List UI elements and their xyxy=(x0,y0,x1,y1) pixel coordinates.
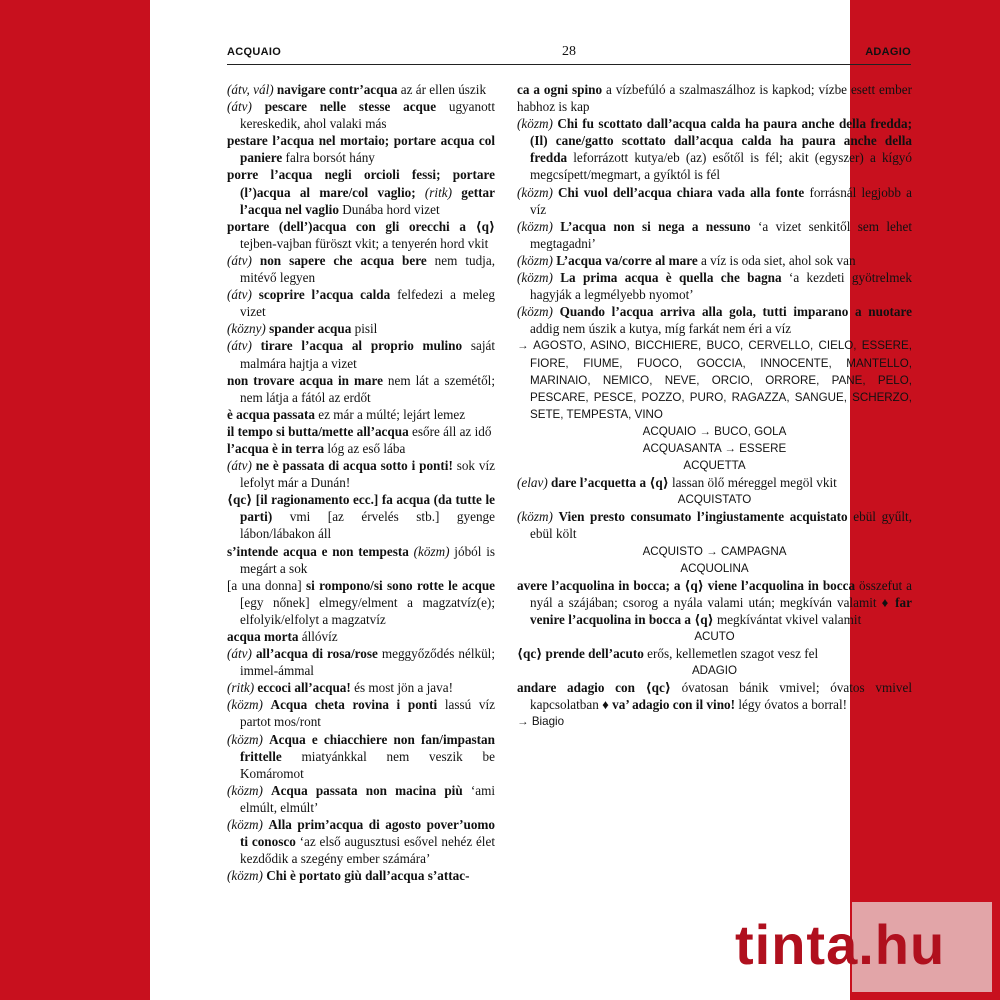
acuto-entry: ⟨qc⟩ prende dell’acuto erős, kellemetlen szagot vesz fel xyxy=(517,646,819,662)
dictionary-entry xyxy=(227,372,495,406)
dictionary-entry xyxy=(227,696,495,730)
dictionary-entry xyxy=(227,867,495,884)
phrase: ca a ogni spino xyxy=(517,82,603,97)
dictionary-entry xyxy=(517,252,912,269)
phrase: La prima acqua è quella che bagna xyxy=(560,270,782,286)
phrase: Acqua cheta rovina i ponti xyxy=(270,697,438,713)
entry-text: ‘az első augusztusi esővel nehéz élet kezdődik a szegény ember számára’ xyxy=(240,834,495,867)
phrase: Quando l’acqua arriva alla gola, tutti imparano a nuotare xyxy=(559,304,912,320)
entry-text: ‘a kezdeti gyötrelmek hagyják a legmélyebb nyomot’ xyxy=(530,270,912,303)
usage-label: (közm) xyxy=(227,782,263,798)
dictionary-entry xyxy=(227,132,495,166)
dictionary-entry xyxy=(517,303,912,337)
dictionary-page xyxy=(150,0,913,1000)
acquaio-reference: ACQUAIO → BUCO, GOLA xyxy=(642,424,787,438)
entry-text: ez már a múlté; lejárt lemez xyxy=(314,406,466,422)
phrase: acqua morta xyxy=(227,629,299,644)
dictionary-entry xyxy=(227,423,495,440)
usage-label: (átv) xyxy=(227,99,252,115)
usage-label: (közm) xyxy=(517,304,553,320)
entry-text: és most jön a java! xyxy=(350,680,453,696)
phrase: Acqua e chiacchiere non fan/impastan frittelle xyxy=(240,731,495,764)
phrase: pestare l’acqua nel mortaio; portare acqua col paniere xyxy=(227,133,495,166)
entry-text: felfedezi a meleg vizet xyxy=(240,287,496,320)
usage-label: (közm) xyxy=(517,252,553,268)
entry-text: Dunába hord vizet xyxy=(338,201,440,217)
dictionary-entry xyxy=(227,457,495,491)
right-entries xyxy=(517,81,912,337)
dictionary-entry xyxy=(227,577,495,628)
adagio-entry: andare adagio con ⟨qc⟩ óvatosan bánik vmivel; óvatos vmivel kapcsolatban ♦ va’ adagio con il vino! légy óvatos a borral! xyxy=(517,680,912,713)
entry-text: sok víz lefolyt már a Dunán! xyxy=(240,458,496,491)
entry-pre: [a una donna] xyxy=(227,577,306,593)
right-guideword: ADAGIO xyxy=(865,46,911,58)
phrase: s’intende acqua e non tempesta xyxy=(227,543,409,559)
phrase: Acqua passata non macina più xyxy=(271,782,463,798)
entry-text: a vízbefúló a szalmaszálhoz is kapkod; vízbe esett ember habhoz is kap xyxy=(517,82,912,115)
dictionary-entry xyxy=(227,81,495,98)
entry-text: addig nem úszik a kutya, míg farkát nem éri a víz xyxy=(530,321,792,337)
phrase: Chi è portato giù dall’acqua s’attac- xyxy=(266,868,470,884)
dictionary-entry xyxy=(227,491,495,542)
dictionary-entry xyxy=(517,184,912,218)
entry-text: falra borsót hány xyxy=(282,150,375,166)
dictionary-entry xyxy=(227,166,495,217)
usage-label: (közm) xyxy=(517,270,553,286)
entry-text: saját malmára hajtja a vizet xyxy=(240,338,496,371)
dictionary-entry xyxy=(517,218,912,252)
phrase: portare (dell’)acqua con gli orecchi a ⟨q⟩ xyxy=(227,218,495,234)
dictionary-entry xyxy=(227,628,495,645)
phrase: porre l’acqua negli orcioli fessi; portare (l’)acqua al mare/col vaglio; xyxy=(227,167,495,200)
entry-label2: (közm) xyxy=(408,543,450,559)
phrase: ne è passata di acqua sotto i ponti! xyxy=(255,458,453,474)
usage-label: (közm) xyxy=(227,731,263,747)
entry-label2: (ritk) xyxy=(415,184,452,200)
phrase: ⟨qc⟩ [il ragionamento ecc.] fa acqua (da tutte le parti) xyxy=(227,492,495,525)
running-header xyxy=(227,44,911,65)
dictionary-entry xyxy=(227,782,495,816)
dictionary-entry xyxy=(227,543,495,577)
phrase: l’acqua è in terra xyxy=(227,440,325,456)
phrase: Chi vuol dell’acqua chiara vada alla fonte xyxy=(558,184,805,200)
dictionary-entry xyxy=(227,679,495,696)
phrase: navigare contr’acqua xyxy=(276,82,398,97)
entry-text: az ár ellen úszik xyxy=(397,82,487,97)
dictionary-entry xyxy=(227,320,495,337)
dictionary-entry xyxy=(227,816,495,867)
dictionary-entry xyxy=(227,98,495,132)
entry-text: forrásnál legjobb a víz xyxy=(530,184,912,217)
dictionary-entry xyxy=(517,81,912,115)
phrase: eccoci all’acqua! xyxy=(257,680,351,696)
entry-text: miatyánkkal nem veszik be Komáromot xyxy=(240,748,495,781)
entry-text: meggyőződés nélkül; immel-ámmal xyxy=(240,646,496,679)
acqua-cross-reference: → AGOSTO, ASINO, BICCHIERE, BUCO, CERVELLO, CIELO, ESSERE, FIORE, FIUME, FUOCO, GOCCIA, INNOCENTE, MANTELLO, MARINAIO, NEMICO, NEVE, ORCIO, ORRORE, PANE, PELO, PESCARE, PESCE, POZZO, PURO, RAGAZZA, SANGUE, SCHERZO, SETE, TEMPESTA, VINO xyxy=(517,339,912,421)
dictionary-entry xyxy=(227,731,495,782)
entry-text: ugyanott kereskedik, ahol valaki más xyxy=(240,99,495,132)
entry-text: a víz is oda siet, ahol sok van xyxy=(697,252,856,268)
entry-text: lassú víz partot mos/ront xyxy=(240,697,495,730)
dictionary-entry xyxy=(517,115,912,183)
usage-label: (közm) xyxy=(517,116,553,132)
entry-text: vmi [az érvelés stb.] gyenge lábon/lábakon áll xyxy=(240,509,495,542)
phrase: L’acqua va/corre al mare xyxy=(556,252,698,268)
watermark-logo: tinta.hu xyxy=(735,913,946,976)
entry-text: állóvíz xyxy=(298,629,338,644)
usage-label: (közm) xyxy=(227,868,263,884)
dictionary-entry xyxy=(227,440,495,457)
acquistato-entry: (közm) Vien presto consumato l’ingiustamente acquistato ebül gyűlt, ebül költ xyxy=(517,509,912,542)
headword-acuto: ACUTO xyxy=(694,630,735,643)
entry-text: ‘a vizet senkitől sem lehet megtagadni’ xyxy=(530,218,913,251)
dictionary-entry xyxy=(227,406,495,423)
dictionary-entry xyxy=(227,218,495,252)
left-guideword: ACQUAIO xyxy=(227,46,282,58)
usage-label: (ritk) xyxy=(227,680,255,696)
page-number: 28 xyxy=(562,44,576,59)
phrase: non trovare acqua in mare xyxy=(227,372,383,388)
headword-acquetta: ACQUETTA xyxy=(683,459,746,473)
usage-label: (közm) xyxy=(517,184,553,200)
entry-bold2: gettar l’acqua nel vaglio xyxy=(240,184,495,217)
entry-text: tejben-vajban füröszt vkit; a tenyerén hord vkit xyxy=(240,235,489,251)
phrase: pescare nelle stesse acque xyxy=(264,99,437,115)
headword-acquolina: ACQUOLINA xyxy=(680,561,749,575)
dictionary-entry xyxy=(227,645,495,679)
usage-label: (átv) xyxy=(227,646,252,662)
usage-label: (közm) xyxy=(227,817,263,833)
entry-text: nem tudja, mitévő legyen xyxy=(240,252,495,286)
usage-label: (átv) xyxy=(227,338,252,354)
usage-label: (közm) xyxy=(517,218,553,234)
phrase: si rompono/si sono rotte le acque xyxy=(305,577,496,593)
right-column xyxy=(517,81,912,731)
usage-label: (átv) xyxy=(227,287,252,303)
entry-text: pisil xyxy=(351,321,378,337)
phrase: non sapere che acqua bere xyxy=(259,252,427,268)
acquisto-reference: ACQUISTO → CAMPAGNA xyxy=(642,544,787,558)
entry-text: lóg az eső lába xyxy=(324,440,406,456)
dictionary-entry xyxy=(517,269,912,303)
left-column xyxy=(227,81,495,884)
usage-label: (átv) xyxy=(227,252,252,268)
phrase: scoprire l’acqua calda xyxy=(258,287,391,303)
entry-text: leforrázott kutya/eb (az) esőtől is fél; akit (egyszer) a kígyó megcsípett/megmart, a gyíktól is fél xyxy=(530,150,912,183)
adagio-cross-reference: → Biagio xyxy=(517,715,565,729)
entry-text: [egy nőnek] elmegy/elment a magzatvíz(e); elfolyik/elfolyt a magzatvíz xyxy=(240,594,495,627)
usage-label: (közny) xyxy=(227,321,266,337)
entry-text: nem lát a szemétől; nem látja a fától az erdőt xyxy=(240,372,495,405)
phrase: Chi fu scottato dall’acqua calda ha paura anche della fredda; (Il) cane/gatto scottato dall’acqua calda ha paura anche della fredda xyxy=(530,116,912,166)
acquetta-entry: (elav) dare l’acquetta a ⟨q⟩ lassan ölő méreggel megöl vkit xyxy=(517,475,837,491)
phrase: è acqua passata xyxy=(227,406,315,422)
usage-label: (közm) xyxy=(227,697,263,713)
phrase: all’acqua di rosa/rose xyxy=(255,646,378,662)
usage-label: (átv, vál) xyxy=(227,82,274,97)
phrase: L’acqua non si nega a nessuno xyxy=(560,218,751,234)
entry-text: esőre áll az idő xyxy=(408,423,492,439)
phrase: il tempo si butta/mette all’acqua xyxy=(227,423,409,439)
headword-adagio: ADAGIO xyxy=(691,664,738,678)
entry-text: ‘ami elmúlt, elmúlt’ xyxy=(240,782,496,815)
dictionary-entry xyxy=(227,337,495,371)
phrase: spander acqua xyxy=(269,321,352,337)
phrase: Alla prim’acqua di agosto pover’uomo ti conosco xyxy=(240,817,495,850)
entry-text: jóból is megárt a sok xyxy=(240,543,496,576)
headword-acquistato: ACQUISTATO xyxy=(677,493,752,507)
phrase: tirare l’acqua al proprio mulino xyxy=(260,338,463,354)
acquasanta-reference: ACQUASANTA → ESSERE xyxy=(642,441,787,455)
acquolina-entry: avere l’acquolina in bocca; a ⟨q⟩ viene l’acquolina in bocca összefut a nyál a szájában; csorog a nyála valami után; megkíván valamit ♦ far venire l’acquolina in bocca a ⟨q⟩ megkívántat vkivel valamit xyxy=(517,577,912,627)
dictionary-entry xyxy=(227,286,495,320)
usage-label: (átv) xyxy=(227,458,252,474)
dictionary-entry xyxy=(227,252,495,286)
